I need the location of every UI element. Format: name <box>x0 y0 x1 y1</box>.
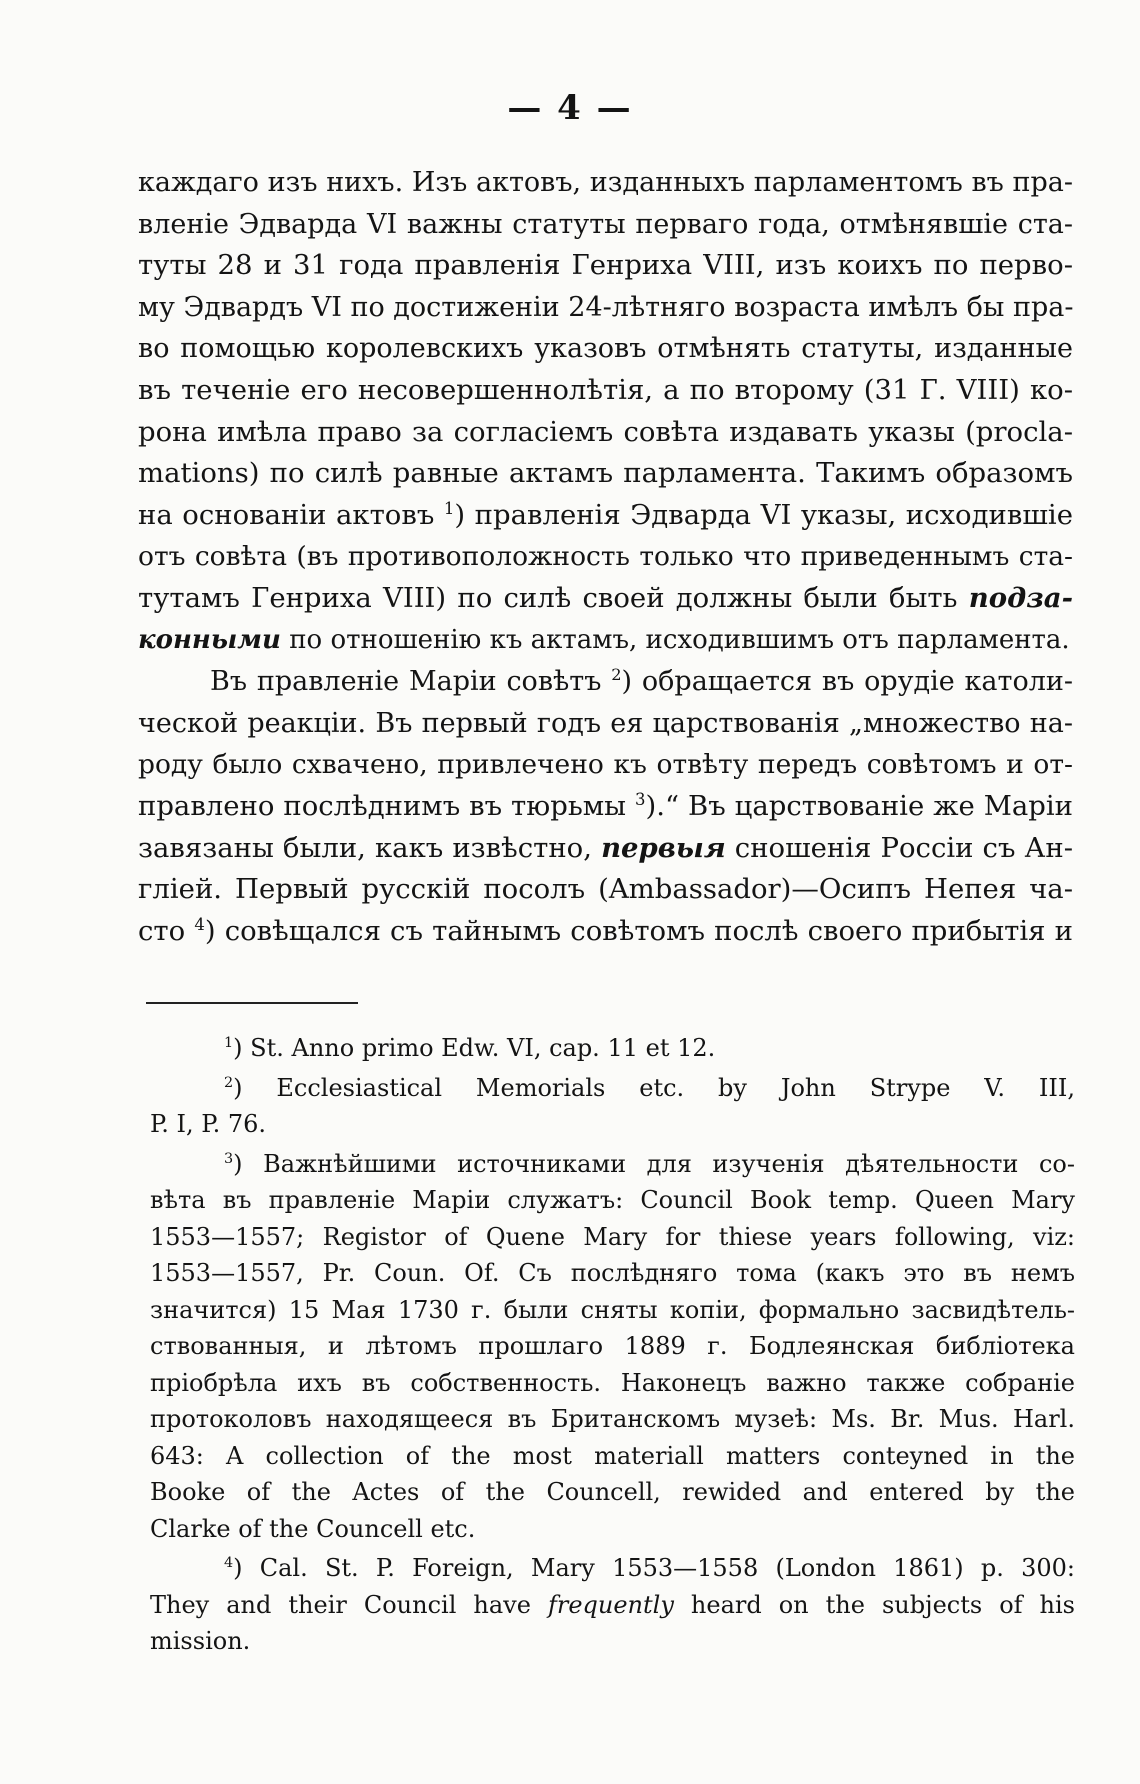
footnote-3-line: ствованныя, и лѣтомъ прошлаго 1889 г. Бодлеянская библіотека <box>150 1332 1075 1360</box>
emphasis: первыя <box>601 831 726 864</box>
text-line: на основаніи актовъ $^1$) правленія Эдварда VI указы, исходившіе <box>138 498 1073 531</box>
footnote-3-line: Booke of the Actes of the Councell, rewided and entered by the <box>150 1478 1075 1506</box>
footnote-2: $^2$) Ecclesiastical Memorials etc. by John Strype V. III, <box>224 1073 1075 1102</box>
emphasis: подза- <box>968 581 1073 614</box>
page-number: — 4 — <box>507 88 633 128</box>
text-line: въ теченіе его несовершеннолѣтія, а по второму (31 Г. VIII) ко- <box>138 373 1073 406</box>
footnote-3-line: пріобрѣла ихъ въ собственность. Наконецъ важно также собраніе <box>150 1368 1075 1397</box>
text-line: му Эдвардъ VI по достиженіи 24-лѣтняго возраста имѣлъ бы пра- <box>138 291 1074 323</box>
footnote-3: $^3$) Важнѣйшими источниками для изученія дѣятельности со- <box>224 1149 1075 1178</box>
emphasis: конными <box>138 624 281 655</box>
emphasis: frequently <box>547 1590 674 1619</box>
footnote-ref-4: 4 <box>194 914 205 934</box>
text-line: роду было схвачено, привлечено къ отвѣту передъ совѣтомъ и от- <box>138 749 1073 781</box>
text-line: рона имѣла право за согласіемъ совѣта издавать указы (procla- <box>138 415 1073 448</box>
footnote-3-line: 1553—1557, Pr. Coun. Of. Съ послѣдняго тома (какъ это въ немъ <box>150 1259 1075 1287</box>
footnote-4: $^4$) Cal. St. P. Foreign, Mary 1553—1558 (London 1861) p. 300: <box>224 1554 1075 1582</box>
text-line: тутамъ Генриха VIII) по силѣ своей должны были быть подза- <box>138 581 1073 614</box>
text-line: туты 28 и 31 года правленія Генриха VIII, изъ коихъ по перво- <box>138 249 1073 282</box>
text-line: завязаны были, какъ извѣстно, первыя сношенія Россіи съ Ан- <box>138 831 1073 864</box>
footnote-ref-3: 3 <box>635 789 646 809</box>
footnote-3-line: 1553—1557; Registor of Quene Mary for thiese years following, viz: <box>150 1222 1075 1251</box>
text-line: mations) по силѣ равные актамъ парламента. Такимъ образомъ <box>138 457 1073 490</box>
text-line: отъ совѣта (въ противоположность только что приведеннымъ ста- <box>138 541 1073 573</box>
text-line: конными по отношенію къ актамъ, исходившимъ отъ парламента. <box>138 624 1070 655</box>
text-line: каждаго изъ нихъ. Изъ актовъ, изданныхъ парламентомъ въ пра- <box>138 167 1073 198</box>
footnote-3-line: значится) 15 Мая 1730 г. были сняты копіи, формально засвидѣтель- <box>150 1295 1075 1324</box>
text-line: правлено послѣднимъ въ тюрьмы $^3$).“ Въ царствованіе же Маріи <box>138 789 1073 822</box>
footnotes <box>150 1030 1075 1660</box>
footnote-divider <box>146 1002 358 1004</box>
footnote-3-line: протоколовъ находящееся въ Британскомъ музеѣ: Ms. Br. Mus. Harl. <box>150 1405 1075 1433</box>
footnote-4-line: They and their Council have frequently heard on the subjects of his <box>150 1590 1075 1619</box>
footnote-ref-1: 1 <box>443 498 455 518</box>
text-line: вленіе Эдварда VI важны статуты перваго года, отмѣнявшіе ста- <box>138 208 1073 240</box>
text-line: сто $^4$) совѣщался съ тайнымъ совѣтомъ послѣ своего прибытія и <box>138 914 1073 947</box>
text-line: во помощью королевскихъ указовъ отмѣнять статуты, изданные <box>138 333 1073 365</box>
footnote-2-line: P. I, P. 76. <box>150 1110 266 1138</box>
text-line: Въ правленіе Маріи совѣтъ $^2$) обращается въ орудіе католи- <box>210 665 1073 698</box>
text-line: ческой реакціи. Въ первый годъ ея царствованія „множество на- <box>138 707 1073 739</box>
footnote-1: $^1$) St. Anno primo Edw. VI, cap. 11 et 12. <box>224 1034 716 1062</box>
text-line: гліей. Первый русскій посолъ (Ambassador)—Осипъ Непея ча- <box>138 873 1073 906</box>
footnote-4-line: mission. <box>150 1627 251 1655</box>
footnote-3-line: 643: A collection of the most materiall matters conteyned in the <box>150 1441 1075 1470</box>
footnote-3-line: Clarke of the Councell etc. <box>150 1514 476 1543</box>
footnote-3-line: вѣта въ правленіе Маріи служатъ: Council Book temp. Queen Mary <box>150 1186 1075 1214</box>
main-text <box>138 162 1073 952</box>
footnote-ref-2: 2 <box>611 665 622 685</box>
